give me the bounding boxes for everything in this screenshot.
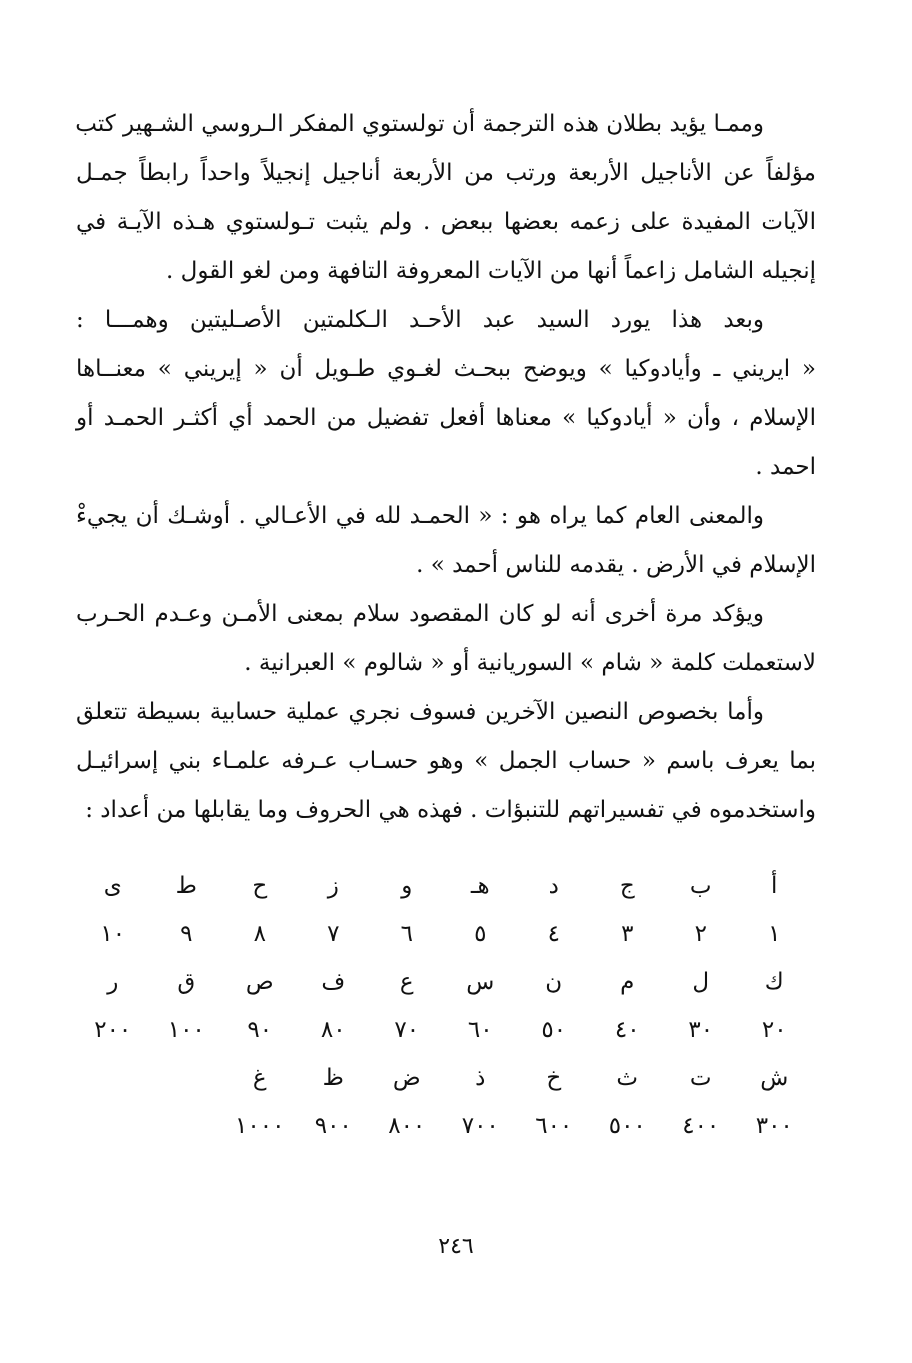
text-line: « ايريني ـ وأيادوكيا » ويوضح ببحـث لغـوي طـويل أن « إيريني » معنــاها bbox=[76, 356, 816, 382]
value-cell: ٣ bbox=[621, 921, 634, 947]
text-line: احمد . bbox=[755, 454, 816, 480]
value-cell: ١٠٠٠ bbox=[235, 1113, 285, 1139]
value-cell: ٧٠٠ bbox=[461, 1113, 499, 1139]
letter-cell: ص bbox=[245, 969, 274, 995]
values-row bbox=[76, 910, 811, 958]
value-cell: ١٠٠ bbox=[167, 1017, 205, 1043]
text-line: وممـا يؤيد بطلان هذه الترجمة أن تولستوي المفكر الـروسي الشـهير كتب bbox=[75, 111, 764, 137]
letter-cell: ق bbox=[177, 969, 196, 995]
text-line: لاستعملت كلمة « شام » السوريانية أو « شالوم » العبرانية . bbox=[244, 650, 816, 676]
value-cell: ٥ bbox=[474, 921, 487, 947]
paragraph bbox=[76, 492, 816, 590]
letter-cell: ش bbox=[760, 1065, 789, 1091]
letter-cell: أ bbox=[771, 873, 778, 899]
value-cell: ٨٠ bbox=[320, 1017, 346, 1043]
letter-cell: د bbox=[548, 873, 559, 899]
text-line: الإسلام ، وأن « أيادوكيا » معناها أفعل تفضيل من الحمد أي أكثـر الحمـد أو bbox=[76, 405, 816, 431]
value-cell: ٩٠٠ bbox=[314, 1113, 352, 1139]
value-cell: ٩٠ bbox=[247, 1017, 273, 1043]
value-cell: ٦ bbox=[400, 921, 413, 947]
text-line: الآيات المفيدة على زعمه بعضها ببعض . ولم يثبت تـولستوي هـذه الآيـة في bbox=[76, 209, 816, 235]
values-row bbox=[76, 1006, 811, 1054]
text-line: والمعنى العام كما يراه هو : « الحمـد لله في الأعـالي . أوشـك أن يجيءْ bbox=[76, 503, 764, 529]
value-cell: ٦٠ bbox=[467, 1017, 493, 1043]
value-cell: ٣٠ bbox=[688, 1017, 714, 1043]
paragraph bbox=[76, 296, 816, 492]
text-line: واستخدموه في تفسيراتهم للتنبؤات . فهذه هي الحروف وما يقابلها من أعداد : bbox=[85, 797, 816, 823]
paragraph bbox=[76, 590, 816, 688]
text-line: الإسلام في الأرض . يقدمه للناس أحمد » . bbox=[416, 552, 816, 578]
letter-cell: غ bbox=[252, 1065, 267, 1091]
body-text bbox=[76, 100, 816, 835]
paragraph bbox=[76, 688, 816, 835]
value-cell: ٥٠ bbox=[541, 1017, 567, 1043]
value-cell: ٥٠٠ bbox=[608, 1113, 646, 1139]
text-line: ويؤكد مرة أخرى أنه لو كان المقصود سلام بمعنى الأمـن وعـدم الحـرب bbox=[76, 601, 764, 627]
value-cell: ٧٠ bbox=[394, 1017, 420, 1043]
value-cell: ٨ bbox=[253, 921, 266, 947]
letter-cell: ك bbox=[764, 969, 784, 995]
value-cell: ٧ bbox=[327, 921, 340, 947]
letter-cell: ج bbox=[619, 873, 635, 899]
values-row bbox=[76, 1102, 811, 1150]
letter-cell: ف bbox=[321, 969, 346, 995]
abjad-table bbox=[76, 862, 811, 1150]
letter-cell: ظ bbox=[322, 1065, 344, 1091]
letter-cell: ض bbox=[392, 1065, 421, 1091]
value-cell: ٢٠ bbox=[761, 1017, 787, 1043]
letter-cell: ى bbox=[103, 873, 122, 899]
letter-cell: م bbox=[620, 969, 635, 995]
value-cell: ٤ bbox=[547, 921, 560, 947]
text-line: بما يعرف باسم « حساب الجمل » وهو حسـاب عـرفه علمـاء بني إسرائيـل bbox=[76, 748, 816, 774]
letters-row bbox=[76, 1054, 811, 1102]
letter-cell: ط bbox=[175, 873, 197, 899]
text-line: وأما بخصوص النصين الآخرين فسوف نجري عملية حسابية بسيطة تتعلق bbox=[76, 699, 764, 725]
value-cell: ٩ bbox=[180, 921, 193, 947]
letter-cell: ث bbox=[616, 1065, 639, 1091]
letter-cell: هـ bbox=[470, 873, 490, 899]
letter-cell: ع bbox=[399, 969, 414, 995]
text-line: وبعد هذا يورد السيد عبد الأحـد الـكلمتين الأصـليتين وهمـــا : bbox=[76, 307, 764, 333]
letters-row bbox=[76, 958, 811, 1006]
paragraph bbox=[76, 100, 816, 296]
text-line: إنجيله الشامل زاعماً أنها من الآيات المعروفة التافهة ومن لغو القول . bbox=[166, 258, 816, 284]
value-cell: ٦٠٠ bbox=[535, 1113, 573, 1139]
letter-cell: ب bbox=[689, 873, 712, 899]
page-number: ٢٤٦ bbox=[438, 1234, 474, 1259]
letter-cell: ر bbox=[107, 969, 119, 995]
value-cell: ٢٠٠ bbox=[94, 1017, 132, 1043]
letter-cell: ت bbox=[689, 1065, 712, 1091]
letter-cell: خ bbox=[546, 1065, 562, 1091]
letter-cell: ح bbox=[252, 873, 268, 899]
value-cell: ٤٠ bbox=[614, 1017, 640, 1043]
letter-cell: ز bbox=[327, 873, 339, 899]
value-cell: ١ bbox=[768, 921, 781, 947]
letter-cell: ل bbox=[692, 969, 710, 995]
letter-cell: ن bbox=[545, 969, 563, 995]
value-cell: ٨٠٠ bbox=[388, 1113, 426, 1139]
value-cell: ١٠ bbox=[100, 921, 126, 947]
value-cell: ٤٠٠ bbox=[682, 1113, 720, 1139]
letter-cell: و bbox=[401, 873, 413, 899]
value-cell: ٣٠٠ bbox=[755, 1113, 793, 1139]
text-line: مؤلفاً عن الأناجيل الأربعة ورتب من الأربعة أناجيل إنجيلاً واحداً رابطاً جمـل bbox=[76, 160, 816, 186]
letter-cell: ذ bbox=[475, 1065, 486, 1091]
letter-cell: س bbox=[466, 969, 495, 995]
letters-row bbox=[76, 862, 811, 910]
value-cell: ٢ bbox=[694, 921, 707, 947]
